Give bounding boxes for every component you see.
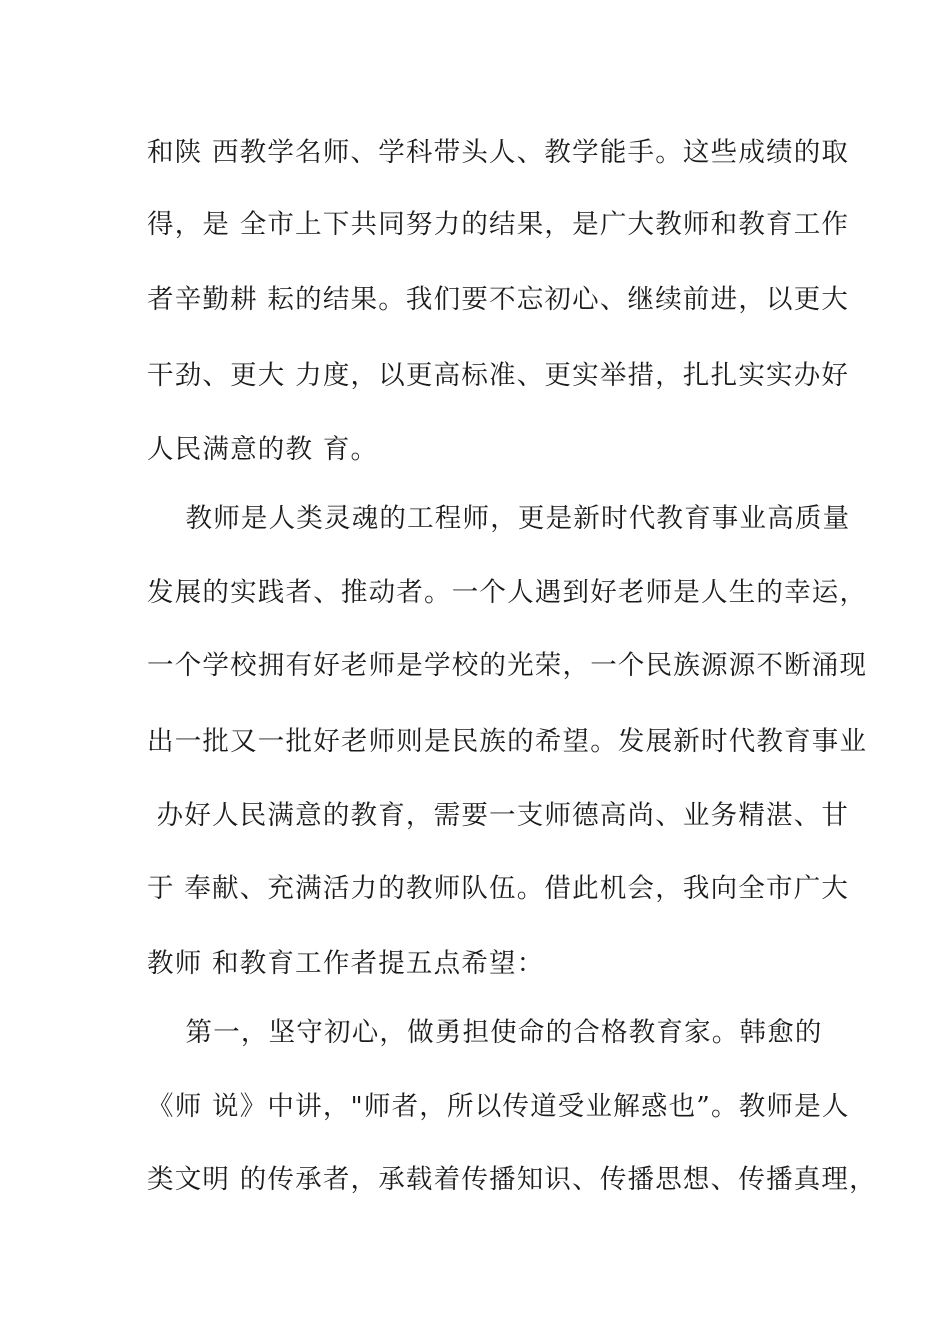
- text-line: 一个学校拥有好老师是学校的光荣，一个民族源源不断涌现: [147, 650, 868, 681]
- text-line: 第一，坚守初心，做勇担使命的合格教育家。韩愈的: [147, 1017, 823, 1048]
- text-line: 和陕 西教学名师、学科带头人、教学能手。这些成绩的取: [147, 137, 850, 168]
- text-line: 者辛勤耕 耘的结果。我们要不忘初心、继续前进，以更大: [147, 284, 850, 315]
- text-line: 《师 说》中讲，"师者，所以传道受业解惑也”。教师是人: [147, 1091, 850, 1122]
- text-line: 于 奉献、充满活力的教师队伍。借此机会，我向全市广大: [147, 873, 850, 904]
- text-line: 教师是人类灵魂的工程师，更是新时代教育事业高质量: [147, 503, 851, 534]
- text-line: 办好人民满意的教育，需要一支师德高尚、业务精湛、甘: [147, 800, 850, 831]
- text-line: 教师 和教育工作者提五点希望：: [147, 948, 545, 979]
- text-line: 人民满意的教 育。: [147, 434, 379, 465]
- text-line: 出一批又一批好老师则是民族的希望。发展新时代教育事业: [147, 726, 868, 757]
- text-line: 发展的实践者、推动者。一个人遇到好老师是人生的幸运，: [147, 577, 868, 608]
- text-line: 得，是 全市上下共同努力的结果，是广大教师和教育工作: [147, 209, 850, 240]
- text-line: 类文明 的传承者，承载着传播知识、传播思想、传播真理，: [147, 1164, 877, 1195]
- text-line: 干劲、更大 力度，以更高标准、更实举措，扎扎实实办好: [147, 360, 850, 391]
